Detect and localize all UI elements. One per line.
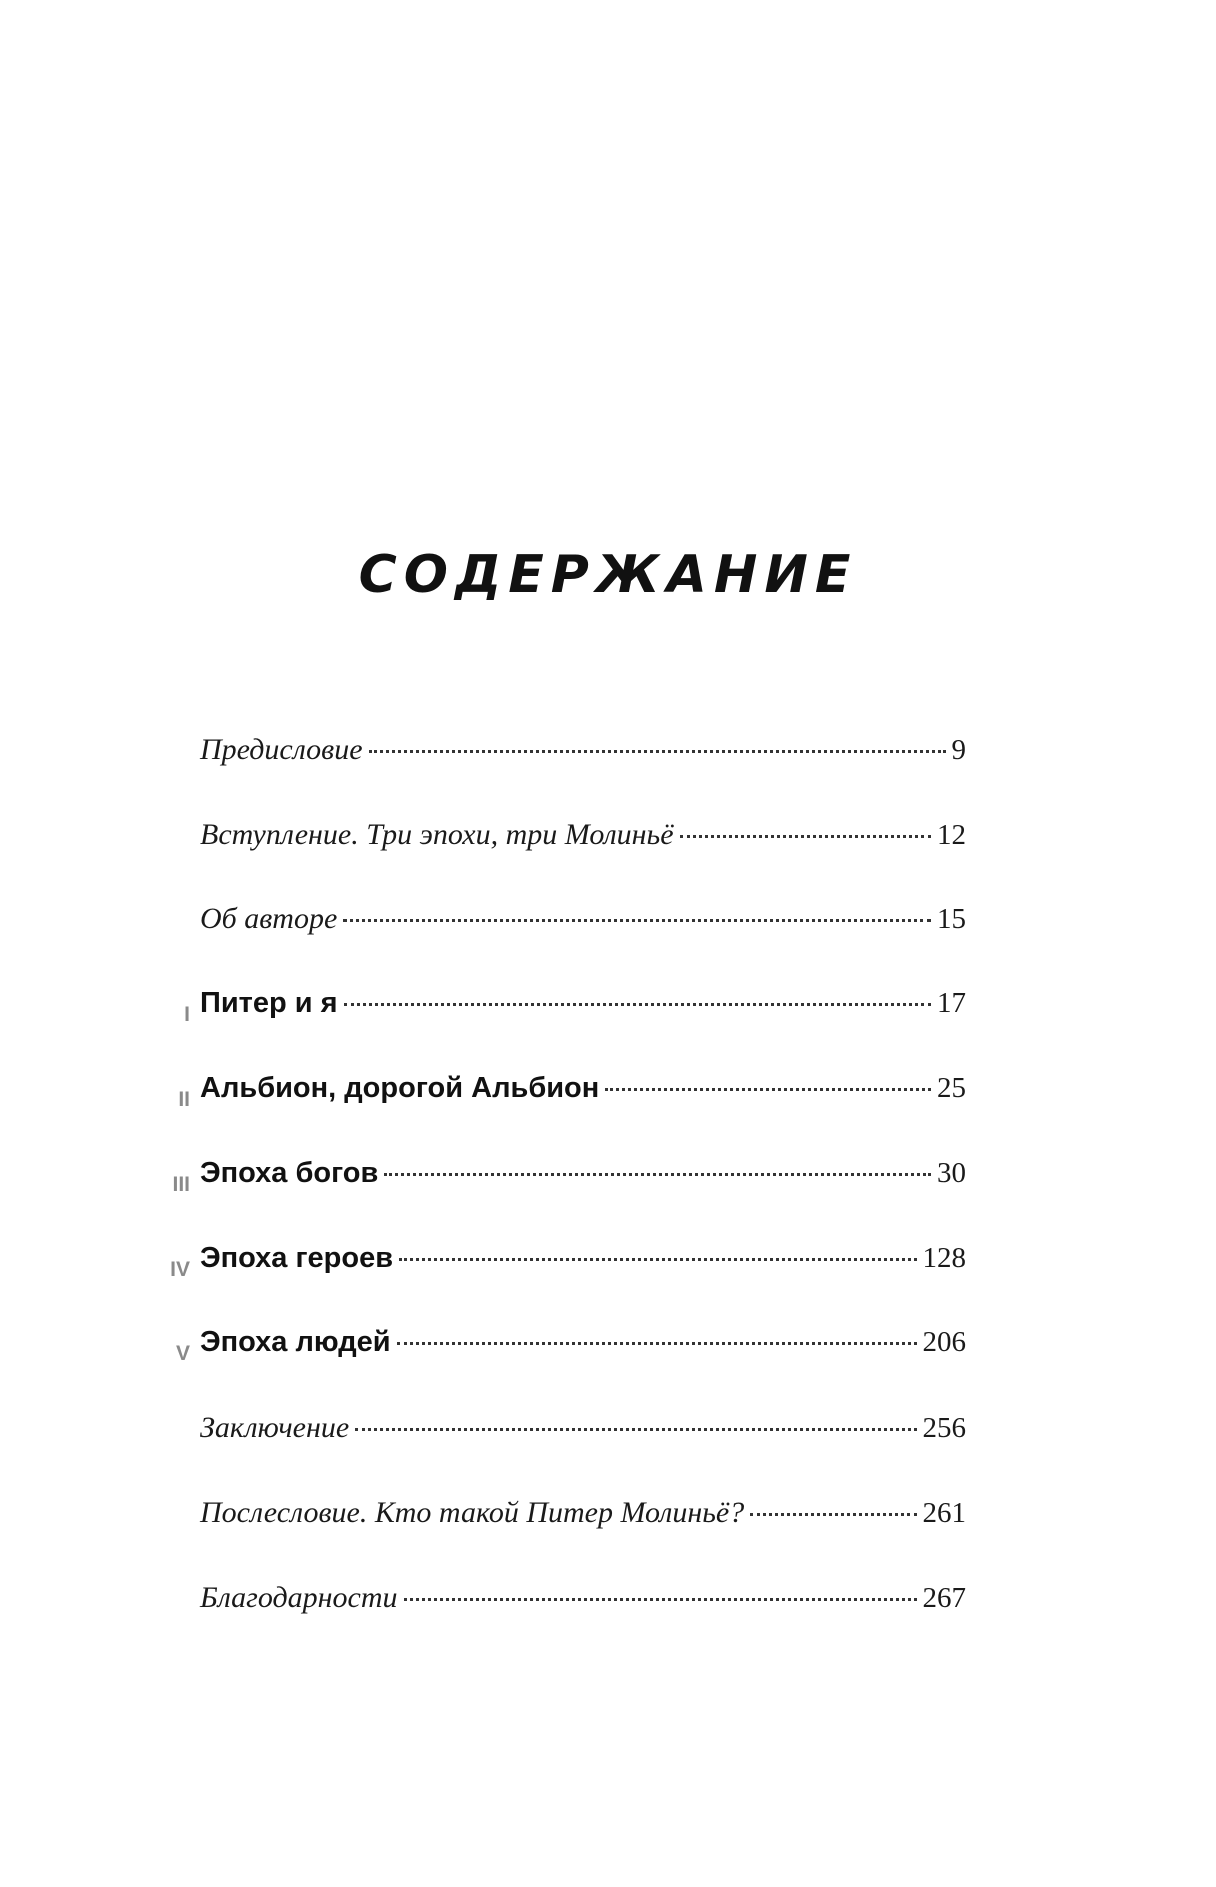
chapter-number: II xyxy=(178,1088,190,1111)
chapter-number: IV xyxy=(170,1258,190,1281)
toc-entry-conclusion[interactable] xyxy=(200,1411,966,1461)
toc-entry-title: Альбион, дорогой Альбион xyxy=(200,1072,600,1104)
chapter-number: I xyxy=(184,1003,190,1026)
toc-entry-title: Об авторе xyxy=(200,902,338,935)
toc-entry-title: Благодарности xyxy=(200,1581,398,1614)
toc-entry-title: Эпоха богов xyxy=(200,1157,379,1189)
toc-page-number: 12 xyxy=(937,819,966,851)
toc-page-number: 267 xyxy=(922,1582,966,1614)
toc-entry-introduction[interactable] xyxy=(200,818,966,868)
dot-leader xyxy=(369,750,946,753)
toc-entry-title: Предисловие xyxy=(200,733,363,766)
toc-page-number: 206 xyxy=(922,1326,966,1358)
chapter-number: III xyxy=(172,1173,190,1196)
toc-entry-chapter-2[interactable] xyxy=(178,1072,966,1122)
toc-entry-about-author[interactable] xyxy=(200,902,966,952)
toc-entry-title: Заключение xyxy=(200,1411,350,1444)
toc-entry-title: Послесловие. Кто такой Питер Молиньё? xyxy=(200,1496,745,1529)
dot-leader xyxy=(384,1173,931,1176)
dot-leader xyxy=(343,919,931,922)
dot-leader xyxy=(355,1428,916,1431)
chapter-number: V xyxy=(175,1342,190,1365)
toc-entry-preface[interactable] xyxy=(200,733,966,783)
toc-entry-chapter-4[interactable] xyxy=(170,1242,966,1292)
toc-entry-title: Эпоха людей xyxy=(200,1326,391,1358)
toc-page-number: 25 xyxy=(937,1072,966,1104)
dot-leader xyxy=(680,835,931,838)
dot-leader xyxy=(750,1513,916,1516)
dot-leader xyxy=(404,1598,917,1601)
toc-entry-chapter-1[interactable] xyxy=(184,987,966,1037)
dot-leader xyxy=(344,1003,931,1006)
toc-page-number: 9 xyxy=(951,734,966,766)
toc-entry-title: Питер и я xyxy=(200,987,338,1019)
toc-page-number: 261 xyxy=(922,1497,966,1529)
page-title: СОДЕРЖАНИЕ xyxy=(358,544,858,605)
toc-page-number: 17 xyxy=(937,987,966,1019)
toc-entry-title: Эпоха героев xyxy=(200,1242,394,1274)
dot-leader xyxy=(399,1258,916,1261)
dot-leader xyxy=(605,1088,931,1091)
toc-entry-title: Вступление. Три эпохи, три Молиньё xyxy=(200,818,674,851)
toc-entry-afterword[interactable] xyxy=(200,1496,966,1546)
toc-entry-acknowledgements[interactable] xyxy=(200,1581,966,1631)
toc-entry-chapter-5[interactable] xyxy=(175,1326,966,1376)
dot-leader xyxy=(397,1342,917,1345)
toc-page-number: 128 xyxy=(922,1242,966,1274)
toc-page-number: 256 xyxy=(922,1412,966,1444)
toc-entry-chapter-3[interactable] xyxy=(172,1157,966,1207)
toc-page-number: 15 xyxy=(937,903,966,935)
toc-page-number: 30 xyxy=(937,1157,966,1189)
